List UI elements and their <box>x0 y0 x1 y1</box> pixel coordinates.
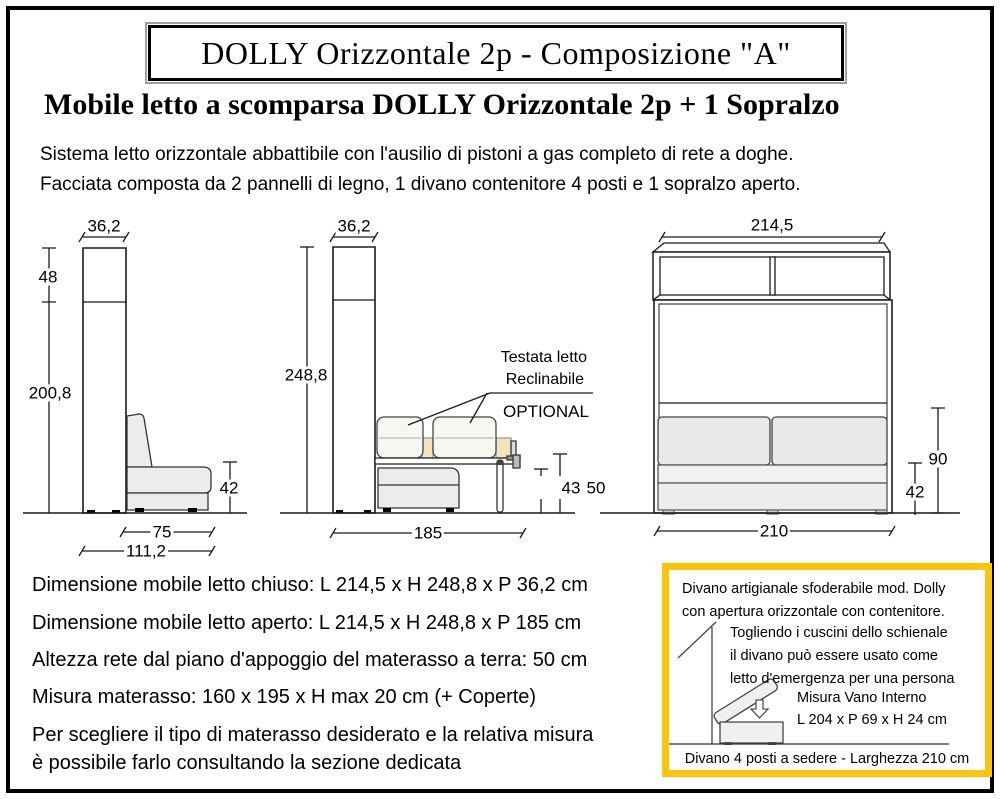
headboard-note-optional: OPTIONAL <box>503 402 589 421</box>
headboard-note-line1: Testata letto <box>500 349 587 366</box>
dim-closed-total-depth: 111,2 <box>125 541 167 561</box>
open-cabinet <box>333 247 375 513</box>
dim-open-depth-total: 185 <box>413 523 443 543</box>
info-note-line1: Togliendo i cuscini dello schienale <box>730 625 948 641</box>
shelf-top <box>653 243 890 252</box>
dim-front-sofa-width: 210 <box>759 521 789 541</box>
dim-closed-seat-height: 42 <box>219 478 239 498</box>
dim-closed-upper-height: 48 <box>38 267 58 287</box>
dim-open-frame-height: 43 <box>561 478 581 498</box>
technical-drawings <box>0 200 1000 560</box>
bed-platform <box>375 458 517 464</box>
dim-front-back-height: 90 <box>928 449 948 469</box>
vano-interno-title: Misura Vano Interno <box>797 690 927 706</box>
dim-open-depth: 36,2 <box>337 216 371 236</box>
info-intro <box>682 578 946 624</box>
info-note-line2: il divano può essere usato come <box>730 648 938 664</box>
info-box <box>662 563 992 777</box>
dim-closed-depth: 36,2 <box>87 216 121 236</box>
dim-open-bed-height: 50 <box>586 478 606 498</box>
spec-closed-size: Dimensione mobile letto chiuso: L 214,5 x H 248,8 x P 36,2 cm <box>32 574 588 596</box>
dim-open-total-height: 248,8 <box>284 365 328 385</box>
sofa-base-band <box>658 483 887 510</box>
spec-mattress-note1: Per scegliere il tipo di materasso desiderato e la relativa misura <box>32 724 594 746</box>
info-intro-line2: con apertura orizzontale con contenitore. <box>682 604 945 620</box>
info-emergency-note <box>730 622 954 691</box>
info-note-line3: letto d'emergenza per una persona <box>730 671 955 687</box>
page-title: DOLLY Orizzontale 2p - Composizione "A" <box>201 34 791 71</box>
bed-leg <box>497 460 503 512</box>
sofa-backrest <box>127 414 152 467</box>
sofa-seat <box>127 467 211 493</box>
spec-open-size: Dimensione mobile letto aperto: L 214,5 x H 248,8 x P 185 cm <box>32 612 582 634</box>
shelf-divider <box>770 257 775 295</box>
description-line-1: Sistema letto orizzontale abbattibile con l'ausilio di pistoni a gas completo di rete a doghe. <box>40 144 794 165</box>
info-intro-line1: Divano artigianale sfoderabile mod. Dolly <box>682 581 946 597</box>
sofa-base <box>127 493 208 510</box>
sofa-frame-band <box>658 465 887 483</box>
title-box <box>148 25 844 81</box>
vano-interno-size: L 204 x P 69 x H 24 cm <box>797 712 947 728</box>
spec-bed-height: Altezza rete dal piano d'appoggio del materasso a terra: 50 cm <box>32 649 588 671</box>
seat-cushion <box>772 417 887 465</box>
headboard-note-line2: Reclinabile <box>505 371 584 388</box>
spec-mattress-note2: è possibile farlo consultando la sezione dedicata <box>32 752 462 774</box>
storage-box <box>720 722 783 743</box>
dim-front-seat-height: 42 <box>905 482 925 502</box>
dim-closed-sofa-depth: 75 <box>152 522 172 542</box>
page-subtitle: Mobile letto a scomparsa DOLLY Orizzontale 2p + 1 Sopralzo <box>44 88 840 121</box>
sofa-base <box>378 468 459 508</box>
description-line-2: Facciata composta da 2 pannelli di legno, 1 divano contenitore 4 posti e 1 sopralzo aperto. <box>40 174 801 195</box>
dim-closed-lower-height: 200,8 <box>28 383 72 403</box>
closed-cabinet <box>83 248 126 513</box>
seat-cushion <box>658 417 770 465</box>
cushion-block <box>496 438 511 458</box>
spec-mattress-size: Misura materasso: 160 x 195 x H max 20 cm (+ Coperte) <box>32 686 537 708</box>
dim-front-total-width: 214,5 <box>750 215 794 235</box>
info-box-caption: Divano 4 posti a sedere - Larghezza 210 cm <box>684 751 970 767</box>
